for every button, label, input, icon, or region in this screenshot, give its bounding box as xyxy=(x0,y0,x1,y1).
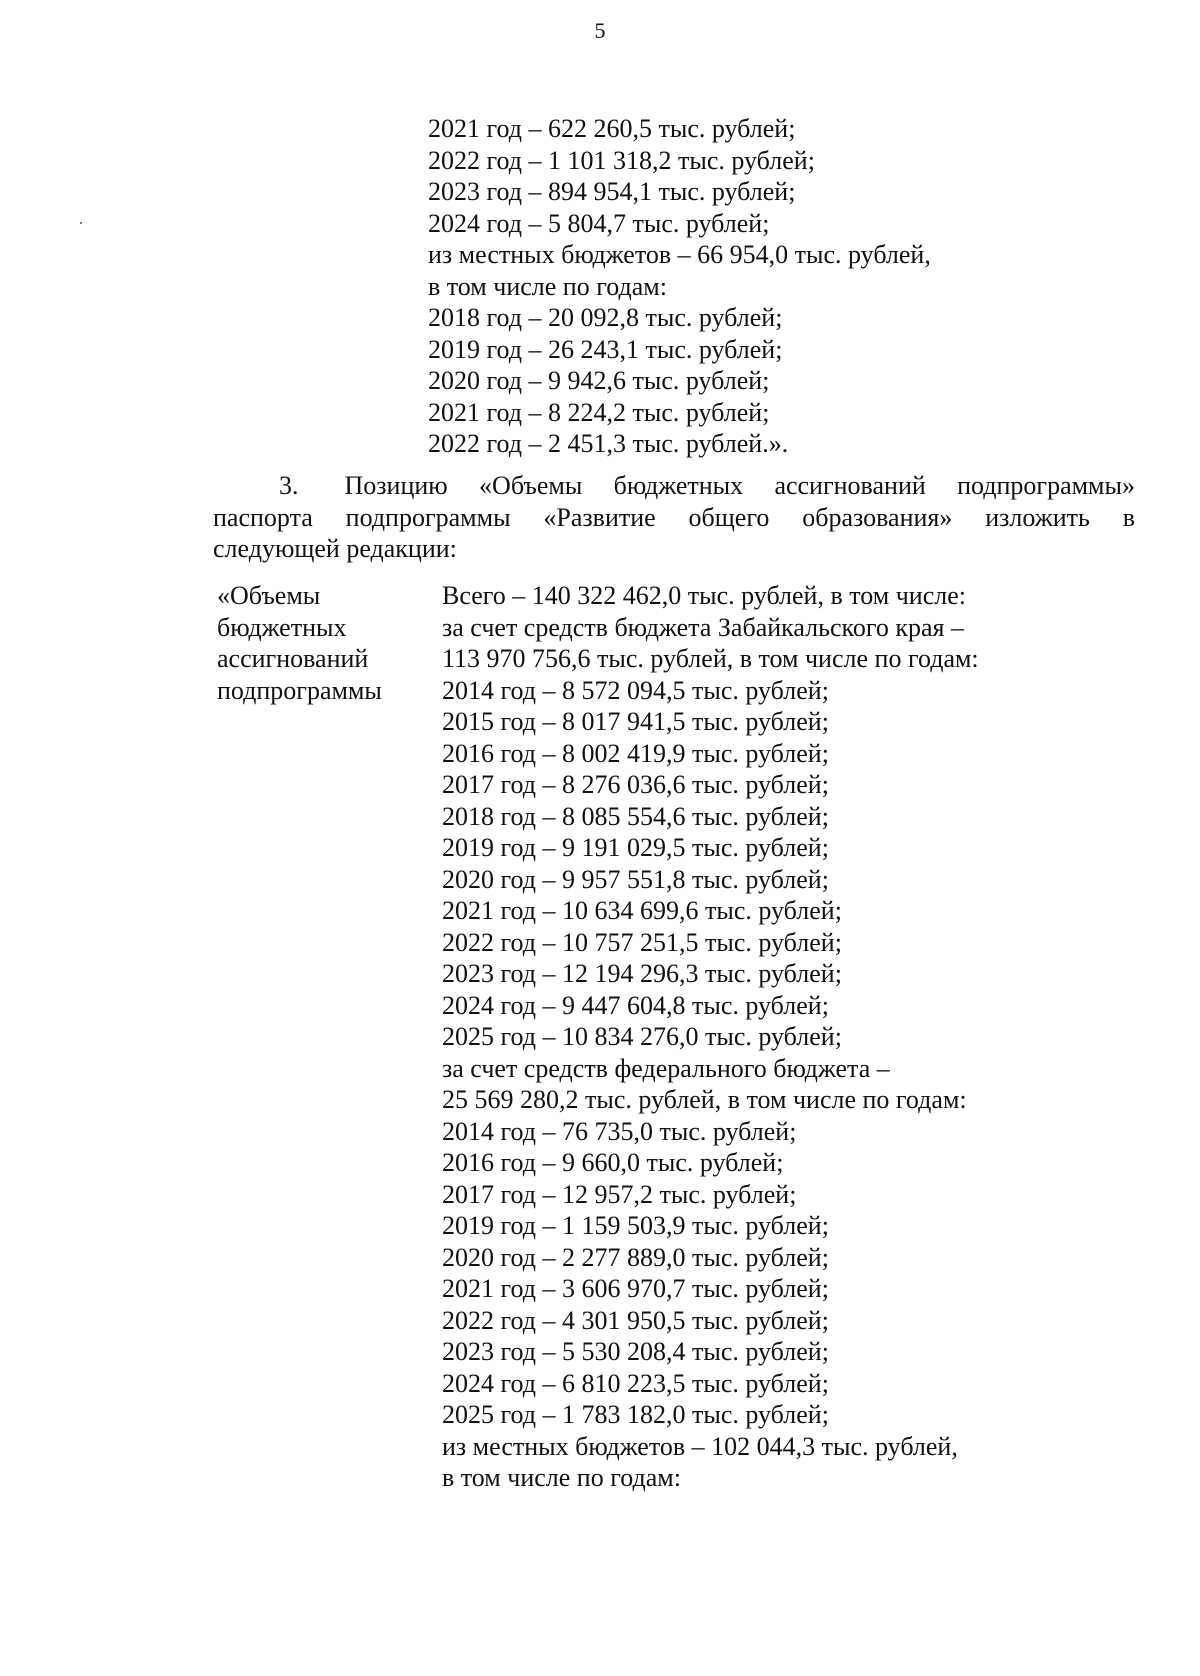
content-line: 2018 год – 8 085 554,6 тыс. рублей; xyxy=(442,801,829,831)
list-line: 2023 год – 894 954,1 тыс. рублей; xyxy=(428,177,796,206)
paragraph-line-1 xyxy=(213,470,1135,502)
content-line: 2019 год – 1 159 503,9 тыс. рублей; xyxy=(442,1211,829,1240)
paragraph-line-3: следующей редакции: xyxy=(213,534,457,563)
content-line: 2022 год – 10 757 251,5 тыс. рублей; xyxy=(442,927,842,957)
content-line: за счет средств бюджета Забайкальского края – xyxy=(442,612,964,642)
content-line: 2021 год – 10 634 699,6 тыс. рублей; xyxy=(442,896,842,925)
list-line: из местных бюджетов – 66 954,0 тыс. рублей, xyxy=(428,240,931,269)
word: ассигнований xyxy=(774,471,926,500)
word: паспорта xyxy=(213,502,313,532)
paragraph-number: 3. xyxy=(279,471,299,500)
position-content-cell xyxy=(442,580,1122,1494)
label-line: «Объемы xyxy=(217,581,321,610)
list-line: 2021 год – 622 260,5 тыс. рублей; xyxy=(428,114,796,143)
content-line: 2014 год – 76 735,0 тыс. рублей; xyxy=(442,1116,797,1146)
content-line: 2024 год – 6 810 223,5 тыс. рублей; xyxy=(442,1368,829,1398)
content-line: из местных бюджетов – 102 044,3 тыс. рублей, xyxy=(442,1431,958,1461)
list-line: 2020 год – 9 942,6 тыс. рублей; xyxy=(428,366,770,395)
list-line: 2019 год – 26 243,1 тыс. рублей; xyxy=(428,334,783,364)
content-line: Всего – 140 322 462,0 тыс. рублей, в том числе: xyxy=(442,581,966,610)
content-line: 2024 год – 9 447 604,8 тыс. рублей; xyxy=(442,990,829,1020)
word: подпрограммы xyxy=(345,502,511,532)
content-line: 2016 год – 9 660,0 тыс. рублей; xyxy=(442,1148,784,1177)
content-line: 2025 год – 10 834 276,0 тыс. рублей; xyxy=(442,1022,842,1051)
content-line: 2023 год – 12 194 296,3 тыс. рублей; xyxy=(442,959,842,988)
word: Позицию xyxy=(344,471,448,500)
word: «Развитие xyxy=(543,502,656,532)
content-line: 2019 год – 9 191 029,5 тыс. рублей; xyxy=(442,833,829,862)
content-line: 2020 год – 2 277 889,0 тыс. рублей; xyxy=(442,1242,829,1272)
position-label-cell xyxy=(217,580,437,706)
page-number: 5 xyxy=(594,18,606,43)
content-line: 25 569 280,2 тыс. рублей, в том числе по годам: xyxy=(442,1085,967,1114)
content-line: за счет средств федерального бюджета – xyxy=(442,1053,890,1083)
list-line: 2022 год – 2 451,3 тыс. рублей.». xyxy=(428,429,789,458)
word: в xyxy=(1122,502,1135,532)
content-line: в том числе по годам: xyxy=(442,1463,681,1492)
content-line: 2017 год – 8 276 036,6 тыс. рублей; xyxy=(442,770,829,799)
label-line: подпрограммы xyxy=(217,675,382,705)
list-line: 2024 год – 5 804,7 тыс. рублей; xyxy=(428,208,770,238)
label-line: ассигнований xyxy=(217,644,369,673)
content-line: 2025 год – 1 783 182,0 тыс. рублей; xyxy=(442,1400,829,1429)
word: образования» xyxy=(802,502,953,532)
content-line: 2014 год – 8 572 094,5 тыс. рублей; xyxy=(442,675,829,705)
content-line: 2023 год – 5 530 208,4 тыс. рублей; xyxy=(442,1337,829,1366)
paragraph-line-2 xyxy=(213,502,1135,534)
word: «Объемы xyxy=(479,471,583,500)
content-line: 2022 год – 4 301 950,5 тыс. рублей; xyxy=(442,1305,829,1335)
funding-list-continuation xyxy=(428,113,931,460)
paragraph-line-1-words xyxy=(325,470,1136,502)
content-line: 2020 год – 9 957 551,8 тыс. рублей; xyxy=(442,864,829,894)
amendment-paragraph xyxy=(213,470,1135,565)
content-line: 2015 год – 8 017 941,5 тыс. рублей; xyxy=(442,707,829,736)
content-line: 2016 год – 8 002 419,9 тыс. рублей; xyxy=(442,738,829,768)
word: подпрограммы» xyxy=(957,471,1135,500)
list-line: 2018 год – 20 092,8 тыс. рублей; xyxy=(428,303,783,332)
word: общего xyxy=(688,502,770,532)
word: изложить xyxy=(985,502,1090,532)
content-line: 2021 год – 3 606 970,7 тыс. рублей; xyxy=(442,1274,829,1303)
content-line: 2017 год – 12 957,2 тыс. рублей; xyxy=(442,1179,797,1209)
list-line: 2021 год – 8 224,2 тыс. рублей; xyxy=(428,397,770,427)
word: бюджетных xyxy=(613,471,744,500)
list-line: в том числе по годам: xyxy=(428,271,667,301)
list-line: 2022 год – 1 101 318,2 тыс. рублей; xyxy=(428,145,815,175)
scan-speck xyxy=(80,222,82,224)
content-line: 113 970 756,6 тыс. рублей, в том числе по годам: xyxy=(442,644,979,673)
label-line: бюджетных xyxy=(217,612,347,642)
